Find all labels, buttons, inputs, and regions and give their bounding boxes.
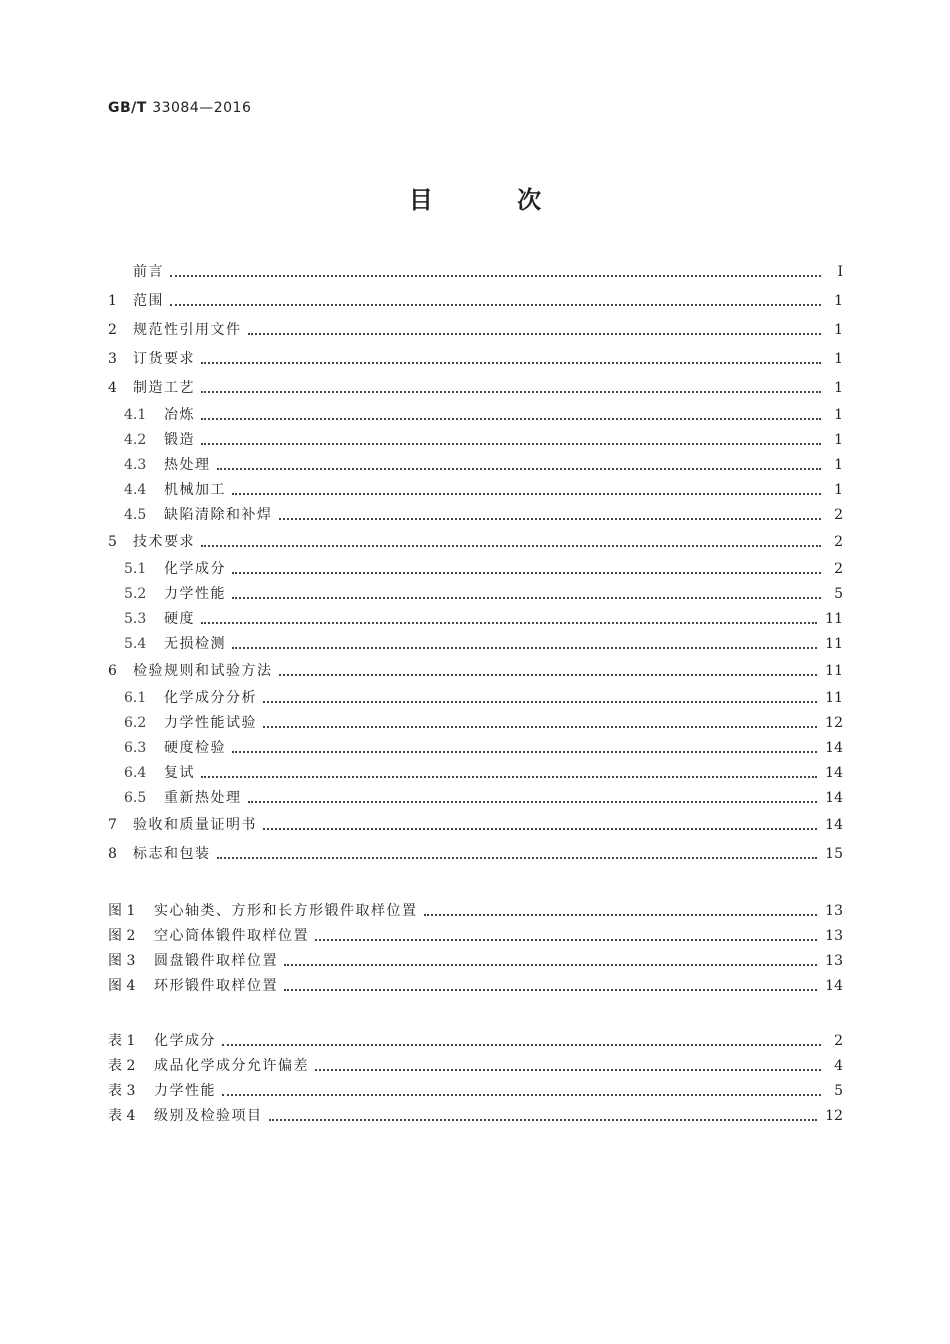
toc-number: 4 [108, 380, 117, 396]
toc-number: 5.3 [124, 611, 147, 627]
dot-leader [248, 333, 822, 335]
toc-row[interactable] [108, 924, 843, 949]
dot-leader [201, 362, 821, 364]
toc-row[interactable] [108, 503, 843, 528]
toc-number: 5 [108, 534, 117, 550]
toc-page: 5 [834, 1083, 843, 1099]
toc-number: 6.4 [124, 765, 147, 781]
toc-page: 1 [834, 293, 843, 309]
toc-figures [108, 899, 843, 999]
dot-leader [232, 597, 821, 599]
toc-row[interactable] [108, 528, 843, 557]
toc-label: 圆盘锻件取样位置 [154, 953, 278, 969]
toc-page: 14 [825, 978, 843, 994]
toc-row[interactable] [108, 1104, 843, 1129]
toc-number: 4.5 [124, 507, 147, 523]
toc-row[interactable] [108, 761, 843, 786]
dot-leader [222, 1044, 821, 1046]
dot-leader [315, 1069, 821, 1071]
toc-number: 图 1 [108, 903, 136, 919]
toc-label: 环形锻件取样位置 [154, 978, 278, 994]
toc-label: 化学成分 [154, 1033, 216, 1049]
dot-leader [232, 572, 821, 574]
toc-label: 冶炼 [164, 407, 195, 423]
dot-leader [170, 275, 821, 277]
toc-row[interactable] [108, 287, 843, 316]
dot-leader [217, 857, 818, 859]
toc-number: 1 [108, 293, 117, 309]
toc-page: 1 [834, 482, 843, 498]
toc-page: Ⅰ [837, 264, 843, 280]
toc-label: 技术要求 [133, 534, 195, 550]
toc-page: 12 [825, 1108, 843, 1124]
toc-page: 14 [825, 740, 843, 756]
toc-label: 范围 [133, 293, 164, 309]
toc-page: 2 [834, 1033, 843, 1049]
dot-leader [424, 914, 818, 916]
toc-row[interactable] [108, 1079, 843, 1104]
toc-number: 表 3 [108, 1083, 136, 1099]
toc-label: 规范性引用文件 [133, 322, 242, 338]
toc-row[interactable] [108, 374, 843, 403]
toc-row[interactable] [108, 786, 843, 811]
toc-number: 6.2 [124, 715, 147, 731]
toc-label: 复试 [164, 765, 195, 781]
toc-number: 表 4 [108, 1108, 136, 1124]
toc-label: 化学成分分析 [164, 690, 257, 706]
toc-number: 5.2 [124, 586, 147, 602]
dot-leader [201, 545, 821, 547]
dot-leader [232, 493, 821, 495]
toc-page: 2 [834, 534, 843, 550]
toc-entries [108, 258, 843, 869]
dot-leader [232, 647, 817, 649]
document-number [108, 100, 251, 116]
toc-number: 8 [108, 846, 117, 862]
toc-row[interactable] [108, 736, 843, 761]
toc-row[interactable] [108, 811, 843, 840]
toc-page: 13 [825, 903, 843, 919]
toc-label: 级别及检验项目 [154, 1108, 263, 1124]
toc-label: 缺陷清除和补焊 [164, 507, 273, 523]
toc-number: 4.2 [124, 432, 147, 448]
dot-leader [222, 1094, 821, 1096]
dot-leader [269, 1119, 818, 1121]
toc-row[interactable] [108, 478, 843, 503]
dot-leader [201, 776, 817, 778]
toc-row[interactable] [108, 316, 843, 345]
dot-leader [263, 701, 817, 703]
toc-number: 6.1 [124, 690, 147, 706]
toc-row[interactable] [108, 582, 843, 607]
toc-label: 订货要求 [133, 351, 195, 367]
toc-label: 实心轴类、方形和长方形锻件取样位置 [154, 903, 418, 919]
page-title: 目 次 [408, 185, 580, 214]
toc-label: 硬度 [164, 611, 195, 627]
dot-leader [263, 828, 817, 830]
toc-number: 6.3 [124, 740, 147, 756]
toc-label: 重新热处理 [164, 790, 242, 806]
dot-leader [201, 622, 817, 624]
dot-leader [248, 801, 818, 803]
toc-row[interactable] [108, 632, 843, 657]
toc-label: 硬度检验 [164, 740, 226, 756]
toc-number: 5.4 [124, 636, 147, 652]
toc-row[interactable] [108, 657, 843, 686]
toc-label: 力学性能 [154, 1083, 216, 1099]
toc-page: 2 [834, 561, 843, 577]
toc-page: 14 [825, 790, 843, 806]
toc-number: 图 3 [108, 953, 136, 969]
toc-page: 11 [825, 690, 843, 706]
toc-number: 7 [108, 817, 117, 833]
toc-label: 力学性能试验 [164, 715, 257, 731]
toc-label: 热处理 [164, 457, 211, 473]
toc-row[interactable] [108, 428, 843, 453]
toc-page: 2 [834, 507, 843, 523]
toc-page: 11 [825, 663, 843, 679]
toc-tables [108, 1029, 843, 1129]
toc-number: 6.5 [124, 790, 147, 806]
toc-number: 表 2 [108, 1058, 136, 1074]
dot-leader [217, 468, 822, 470]
dot-leader [284, 964, 817, 966]
toc-page: 1 [834, 322, 843, 338]
toc-label: 无损检测 [164, 636, 226, 652]
toc-label: 制造工艺 [133, 380, 195, 396]
toc-page: 12 [825, 715, 843, 731]
standard-code: GB/T [108, 100, 147, 116]
toc-page: 13 [825, 953, 843, 969]
dot-leader [232, 751, 817, 753]
toc-row[interactable] [108, 1029, 843, 1054]
toc-label: 验收和质量证明书 [133, 817, 257, 833]
toc-number: 6 [108, 663, 117, 679]
toc-label: 力学性能 [164, 586, 226, 602]
toc-number: 表 1 [108, 1033, 136, 1049]
toc-page: 11 [825, 636, 843, 652]
toc-row[interactable] [108, 686, 843, 711]
dot-leader [279, 674, 818, 676]
toc-row[interactable] [108, 258, 843, 287]
dot-leader [201, 443, 821, 445]
toc-label: 成品化学成分允许偏差 [154, 1058, 309, 1074]
toc-page: 4 [834, 1058, 843, 1074]
dot-leader [201, 418, 821, 420]
table-of-contents [108, 258, 843, 1129]
toc-page: 11 [825, 611, 843, 627]
toc-row[interactable] [108, 1054, 843, 1079]
dot-leader [201, 391, 821, 393]
dot-leader [170, 304, 821, 306]
toc-page: 1 [834, 457, 843, 473]
toc-row[interactable] [108, 949, 843, 974]
toc-row[interactable] [108, 840, 843, 869]
toc-label: 前言 [133, 264, 164, 280]
section-gap [108, 999, 843, 1029]
toc-label: 化学成分 [164, 561, 226, 577]
toc-row[interactable] [108, 345, 843, 374]
section-gap [108, 869, 843, 899]
toc-page: 13 [825, 928, 843, 944]
toc-page: 1 [834, 432, 843, 448]
toc-page: 14 [825, 765, 843, 781]
toc-row[interactable] [108, 607, 843, 632]
dot-leader [284, 989, 817, 991]
toc-row[interactable] [108, 557, 843, 582]
toc-page: 5 [834, 586, 843, 602]
toc-page: 1 [834, 407, 843, 423]
toc-number: 图 4 [108, 978, 136, 994]
toc-page: 14 [825, 817, 843, 833]
toc-number: 4.1 [124, 407, 147, 423]
toc-number: 4.4 [124, 482, 147, 498]
toc-row[interactable] [108, 453, 843, 478]
toc-number: 5.1 [124, 561, 147, 577]
toc-number: 图 2 [108, 928, 136, 944]
toc-label: 标志和包装 [133, 846, 211, 862]
toc-page: 1 [834, 380, 843, 396]
toc-number: 4.3 [124, 457, 147, 473]
dot-leader [263, 726, 817, 728]
standard-number: 33084—2016 [152, 100, 252, 116]
toc-label: 机械加工 [164, 482, 226, 498]
toc-page: 1 [834, 351, 843, 367]
toc-row[interactable] [108, 403, 843, 428]
toc-label: 空心筒体锻件取样位置 [154, 928, 309, 944]
toc-number: 2 [108, 322, 117, 338]
toc-row[interactable] [108, 899, 843, 924]
dot-leader [315, 939, 817, 941]
dot-leader [279, 518, 822, 520]
toc-page: 15 [825, 846, 843, 862]
toc-row[interactable] [108, 974, 843, 999]
toc-label: 锻造 [164, 432, 195, 448]
toc-number: 3 [108, 351, 117, 367]
toc-label: 检验规则和试验方法 [133, 663, 273, 679]
toc-row[interactable] [108, 711, 843, 736]
